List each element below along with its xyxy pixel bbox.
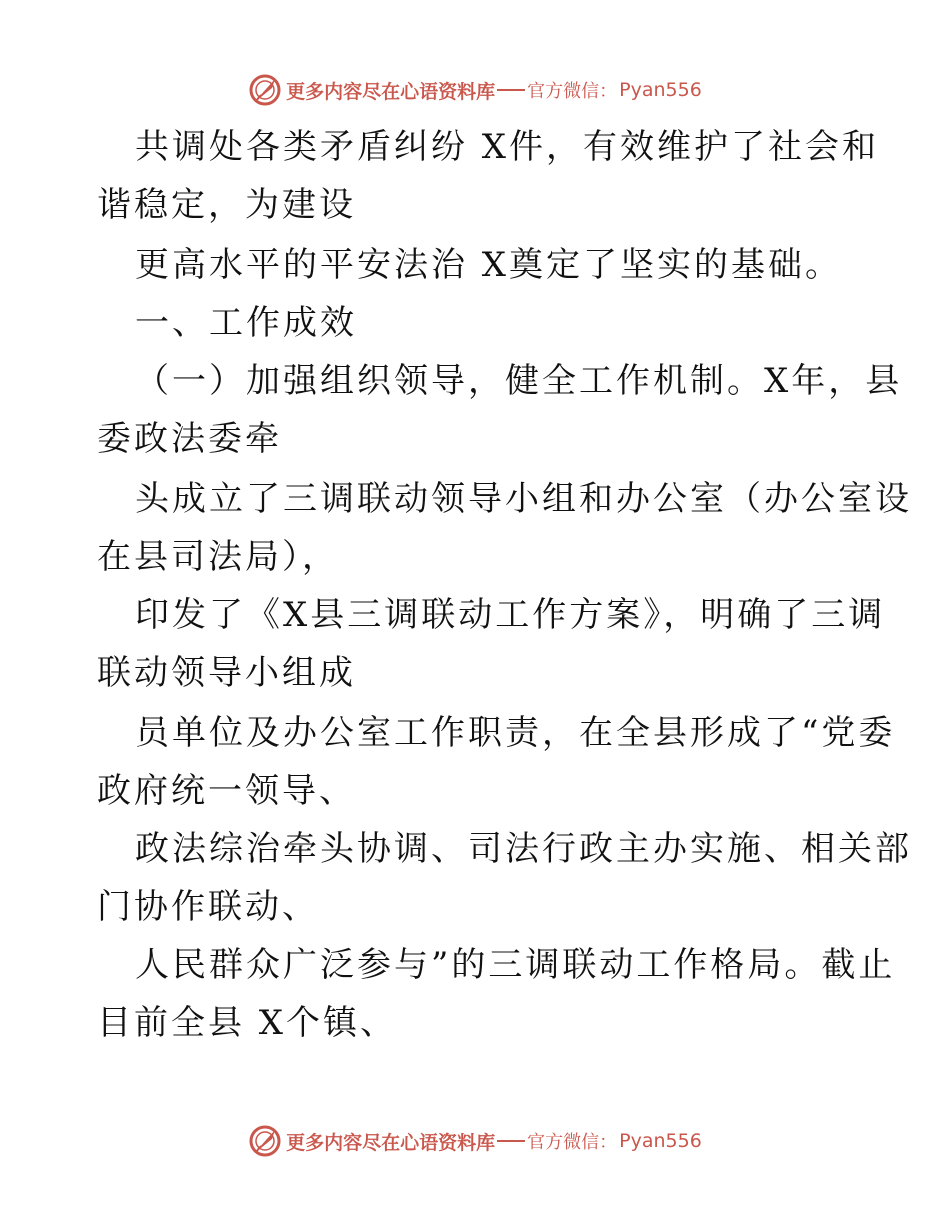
body-line: 在县司法局）， bbox=[97, 537, 339, 577]
footer-banner-text: 更多内容尽在心语资料库 bbox=[286, 1131, 496, 1154]
quill-circle-logo-icon bbox=[248, 73, 282, 107]
body-line: 员单位及办公室工作职责，在全县形成了“党委 bbox=[135, 713, 896, 753]
body-line: 头成立了三调联动领导小组和办公室（办公室设 bbox=[135, 479, 912, 519]
body-line: 委政法委牵 bbox=[97, 419, 282, 459]
header-wechat-id: Pyan556 bbox=[619, 79, 702, 101]
header-wechat-label: 官方微信： bbox=[527, 81, 618, 102]
footer-banner-dash bbox=[497, 1140, 525, 1142]
footer-wechat-id: Pyan556 bbox=[619, 1130, 702, 1152]
body-line: 门协作联动、 bbox=[97, 887, 319, 927]
body-line: 政法综治牵头协调、司法行政主办实施、相关部 bbox=[135, 829, 912, 869]
section-heading: 一、工作成效 bbox=[135, 303, 357, 343]
body-line: 共调处各类矛盾纠纷 X件，有效维护了社会和 bbox=[135, 127, 880, 167]
footer-banner bbox=[0, 1121, 950, 1161]
header-banner-text: 更多内容尽在心语资料库 bbox=[286, 80, 496, 103]
body-line: 印发了《X县三调联动工作方案》，明确了三调 bbox=[135, 595, 886, 635]
header-banner bbox=[0, 70, 950, 110]
quill-circle-logo-icon bbox=[248, 1124, 282, 1158]
body-line: 更高水平的平安法治 X奠定了坚实的基础。 bbox=[135, 245, 843, 285]
body-line: 联动领导小组成 bbox=[97, 653, 356, 693]
body-line: （一）加强组织领导，健全工作机制。X年，县 bbox=[135, 361, 903, 401]
footer-wechat-label: 官方微信： bbox=[527, 1132, 618, 1153]
body-line: 谐稳定，为建设 bbox=[97, 185, 356, 225]
header-banner-dash bbox=[497, 89, 525, 91]
body-line: 人民群众广泛参与”的三调联动工作格局。截止 bbox=[135, 945, 896, 985]
body-line: 政府统一领导、 bbox=[97, 771, 356, 811]
body-line: 目前全县 X个镇、 bbox=[97, 1003, 398, 1043]
